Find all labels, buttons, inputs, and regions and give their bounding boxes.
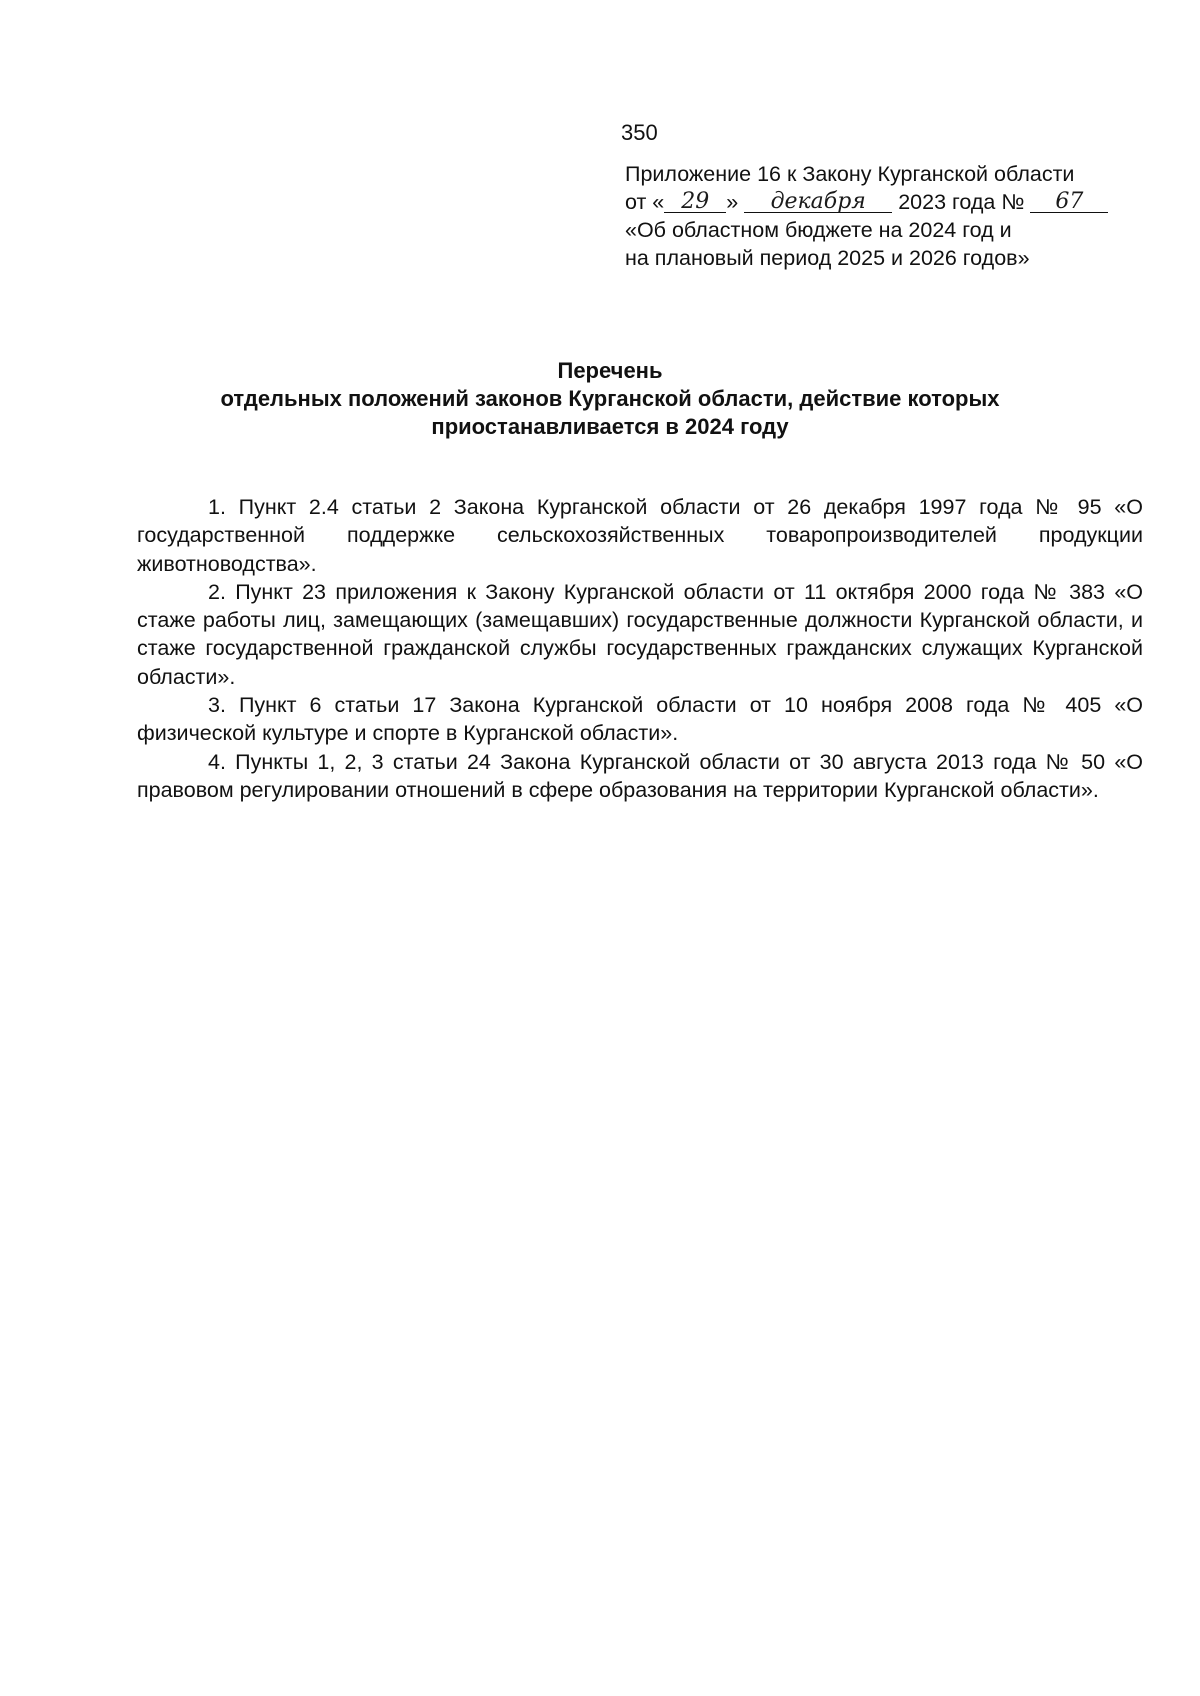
appendix-header [625, 160, 1145, 272]
title-line-1: Перечень [557, 358, 663, 383]
document-title [130, 357, 1090, 441]
list-item-4: 4. Пункты 1, 2, 3 статьи 24 Закона Курганской области от 30 августа 2013 года № 50 «О правовом регулировании отношений в сфере образования на территории Курганской области». [137, 749, 1143, 802]
page-number: 350 [621, 120, 658, 145]
law-name-line2: на плановый период 2025 и 2026 годов» [625, 246, 1030, 270]
handwritten-month: декабря [770, 189, 866, 214]
day-blank [664, 188, 726, 213]
list-item-3: 3. Пункт 6 статьи 17 Закона Курганской области от 10 ноября 2008 года № 405 «О физической культуре и спорте в Курганской области». [137, 693, 1143, 746]
title-line-3: приостанавливается в 2024 году [431, 414, 789, 439]
list-item-2: 2. Пункт 23 приложения к Закону Курганской области от 11 октября 2000 года № 383 «О стаже работы лиц, замещающих (замещавших) государственные должности Курганской области, и стаже государственной гражданской службы государственных гражданских служащих Курганской области». [137, 579, 1143, 689]
law-name-line1: «Об областном бюджете на 2024 год и [625, 218, 1012, 242]
number-blank [1030, 188, 1108, 213]
appendix-title: Приложение 16 к Закону Курганской области [625, 162, 1075, 186]
year-label: 2023 года № [898, 190, 1025, 214]
handwritten-day: 29 [681, 189, 710, 214]
date-quote-close: » [726, 190, 739, 214]
appendix-date-line [625, 188, 1145, 216]
date-prefix: от « [625, 190, 665, 214]
handwritten-number: 67 [1055, 189, 1084, 214]
title-line-2: отдельных положений законов Курганской области, действие которых [220, 386, 1000, 411]
list-item-1: 1. Пункт 2.4 статьи 2 Закона Курганской области от 26 декабря 1997 года № 95 «О государственной поддержке сельскохозяйственных товаропроизводителей продукции животноводства». [137, 495, 1143, 576]
document-body [137, 493, 1143, 804]
month-blank [744, 188, 892, 213]
